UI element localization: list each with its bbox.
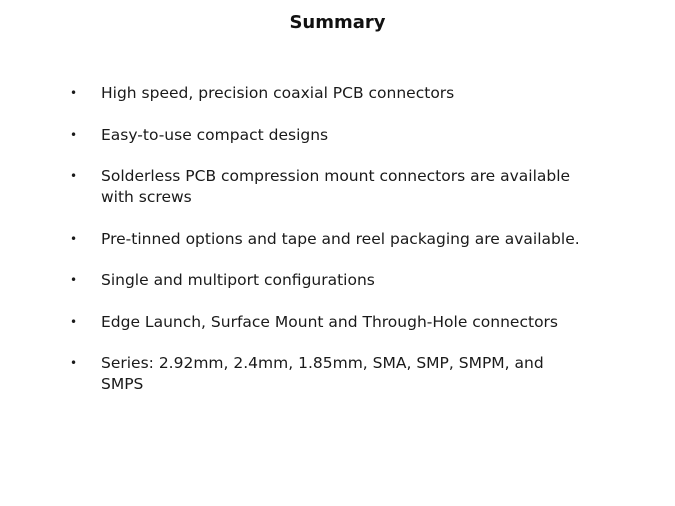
bullet-text: Edge Launch, Surface Mount and Through-Hole connectors xyxy=(101,312,559,331)
bullet-item xyxy=(70,312,590,333)
bullet-text: Solderless PCB compression mount connectors are available with screws xyxy=(101,167,571,206)
bullet-text: Easy-to-use compact designs xyxy=(101,125,329,144)
bullet-item xyxy=(70,229,590,250)
bullet-item xyxy=(70,83,590,104)
bullet-text: High speed, precision coaxial PCB connectors xyxy=(101,84,455,102)
bullet-text: Series: 2.92mm, 2.4mm, 1.85mm, SMA, SMP, SMPM, and SMPS xyxy=(101,354,544,393)
bullet-icon: • xyxy=(70,273,78,287)
bullet-item xyxy=(70,270,590,291)
bullet-text: Pre-tinned options and tape and reel packaging are available. xyxy=(101,229,580,248)
bullet-icon: • xyxy=(70,314,78,329)
bullet-icon: • xyxy=(70,231,78,246)
bullet-icon: • xyxy=(70,86,78,100)
bullet-item xyxy=(70,166,590,208)
bullet-list xyxy=(70,83,590,416)
bullet-item xyxy=(70,125,590,146)
bullet-icon: • xyxy=(70,127,78,142)
bullet-icon: • xyxy=(70,356,78,370)
bullet-icon: • xyxy=(70,169,78,183)
slide-title: Summary xyxy=(289,12,386,33)
bullet-item xyxy=(70,353,590,395)
bullet-text: Single and multiport configurations xyxy=(101,271,375,289)
